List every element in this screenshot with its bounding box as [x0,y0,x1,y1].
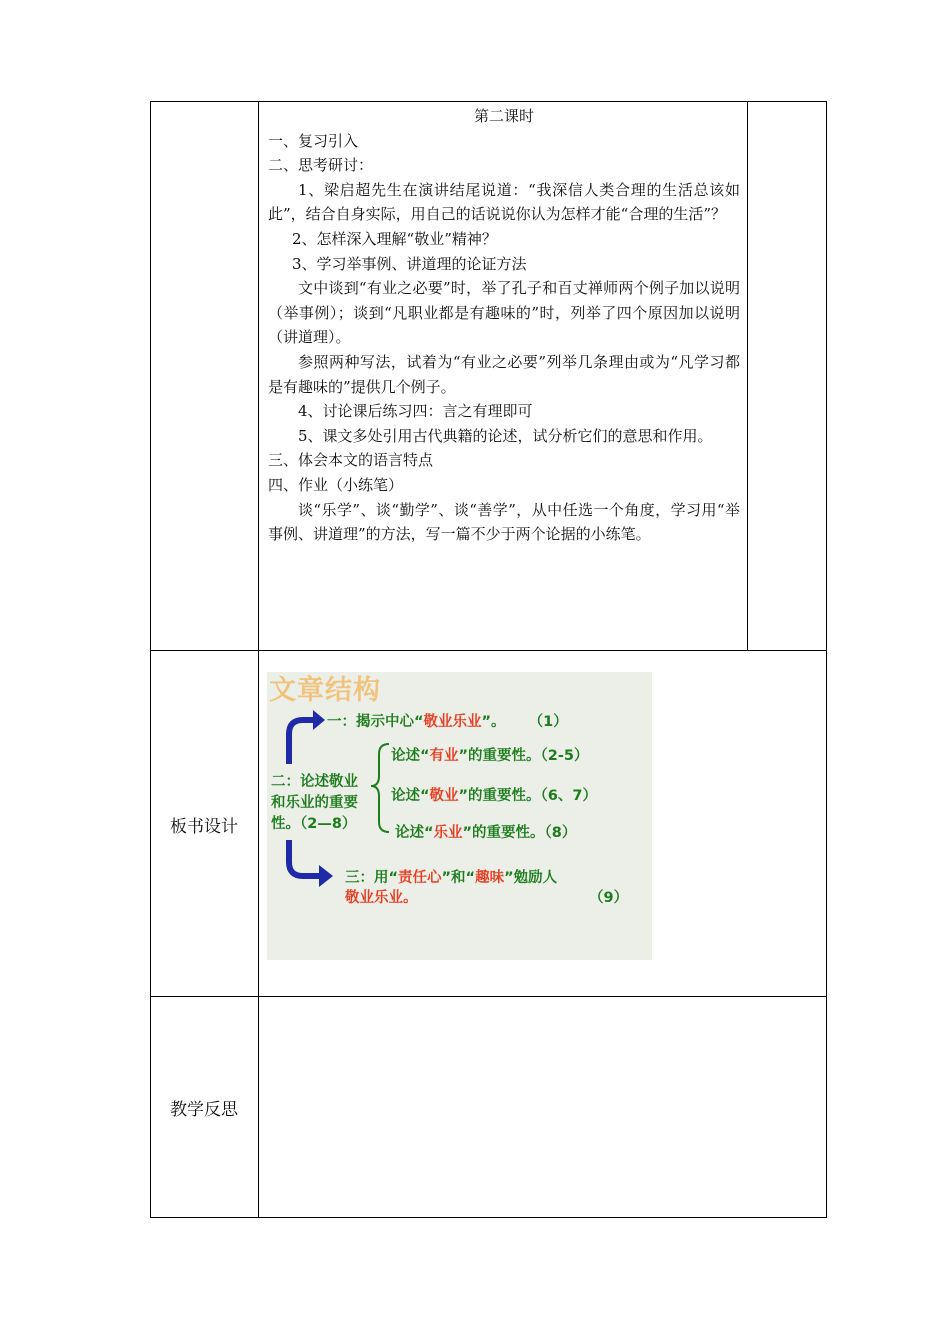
lesson-line: 参照两种写法，试着为“有业之必要”列举几条理由或为“凡学习都是有趣味的”提供几个例子。 [268,352,740,396]
table-border-left [150,101,151,1218]
table-border-bottom [150,1217,827,1218]
table-column-divider [258,101,259,1218]
structure-part-3: 三：用“责任心”和“趣味”勉励人 [345,870,558,886]
lesson-line: 四、作业（小练笔） [268,475,404,494]
table-row-divider [150,650,827,651]
structure-sub-3: 论述“乐业”的重要性。（8） [395,825,577,841]
lesson-line: 谈“乐学”、谈“勤学”、谈“善学”，从中任选一个角度，学习用“举事例、讲道理”的方法，写一篇不少于两个论据的小练笔。 [268,500,740,544]
structure-part-1: 一：揭示中心“敬业乐业”。 （1） [327,714,568,730]
lesson-heading: 第二课时 [473,107,534,125]
structure-sub-1: 论述“有业”的重要性。（2-5） [391,748,589,764]
table-border-top [150,101,827,102]
arrow-down-icon [289,840,319,876]
arrow-up-icon [289,720,313,764]
table-column-divider [747,101,748,651]
board-design-image [267,672,652,960]
board-title: 文章结构 [269,675,381,706]
lesson-line: 三、体会本文的语言特点 [268,451,434,470]
brace-icon [371,744,389,832]
structure-sub-2: 论述“敬业”的重要性。（6、7） [391,788,597,804]
lesson-line: 1、梁启超先生在演讲结尾说道：“我深信人类合理的生活总该如此”，结合自身实际，用自己的话说说你认为怎样才能“合理的生活”？ [268,180,740,224]
lesson-line: 一、复习引入 [268,131,359,150]
table-border-right [826,101,827,1218]
lesson-line: 文中谈到“有业之必要”时，举了孔子和百丈禅师两个例子加以说明（举事例）；谈到“凡职业都是有趣味的”时，列举了四个原因加以说明（讲道理）。 [268,279,740,347]
lesson-line: 2、怎样深入理解“敬业”精神？ [292,229,497,248]
arrow-head-icon [319,865,333,887]
structure-part-3-line-2: 敬业乐业。 [345,890,418,906]
lesson-line: 4、讨论课后练习四：言之有理即可 [298,402,533,421]
lesson-line: 5、课文多处引用古代典籍的论述，试分析它们的意思和作用。 [298,426,713,445]
structure-part-2: 二：论述敬业 和乐业的重要 性。（2—8） [271,774,358,832]
table-row-divider [150,996,827,997]
structure-part-3-number: （9） [589,890,629,906]
row-label-reflection: 教学反思 [170,1100,238,1120]
row-label-board: 板书设计 [170,817,238,837]
lesson-line: 二、思考研讨： [268,156,374,175]
arrow-head-icon [313,710,325,730]
lesson-line: 3、学习举事例、讲道理的论证方法 [292,254,527,273]
lesson-content [268,104,740,547]
